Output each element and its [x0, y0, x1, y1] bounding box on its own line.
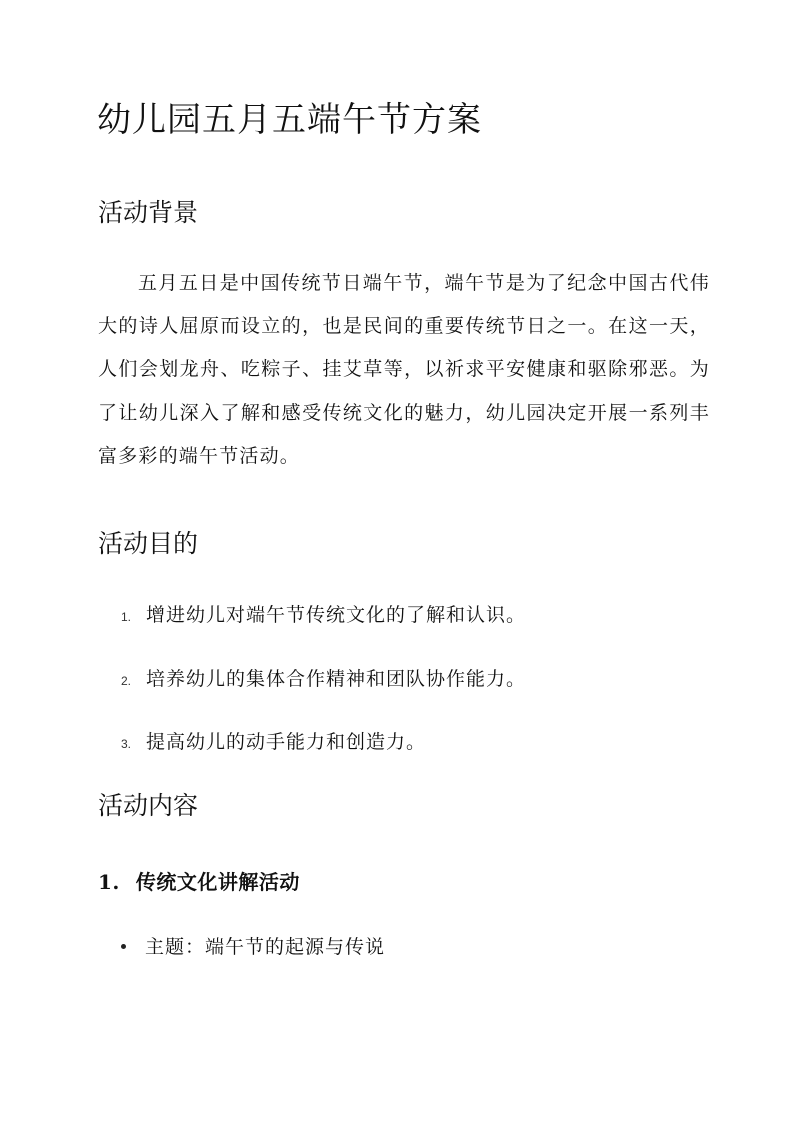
- goal-number: 3.: [121, 737, 132, 751]
- document-title: 幼儿园五月五端午节方案: [97, 100, 482, 140]
- goal-text: 培养幼儿的集体合作精神和团队协作能力。: [146, 668, 527, 690]
- goal-number: 2.: [121, 674, 132, 688]
- subsection-title: 传统文化讲解活动: [135, 870, 300, 894]
- background-paragraph: 五月五日是中国传统节日端午节，端午节是为了纪念中国古代伟大的诗人屈原而设立的，也是民间的重要传统节日之一。在这一天，人们会划龙舟、吃粽子、挂艾草等，以祈求平安健康和驱除邪恶。为了让幼儿深入了解和感受传统文化的魅力，幼儿园决定开展一系列丰富多彩的端午节活动。: [98, 272, 710, 467]
- bullet-text: 主题：端午节的起源与传说: [145, 936, 386, 958]
- subsection-number: 1.: [98, 870, 120, 894]
- section-heading-content: 活动内容: [98, 791, 199, 820]
- section-heading-goals: 活动目的: [98, 529, 199, 558]
- bullet-dot-icon: [121, 944, 126, 949]
- goal-text: 增进幼儿对端午节传统文化的了解和认识。: [146, 604, 527, 626]
- goal-text: 提高幼儿的动手能力和创造力。: [146, 731, 427, 753]
- goal-number: 1.: [121, 610, 132, 624]
- section-heading-background: 活动背景: [98, 198, 199, 227]
- subsection-heading-culture-talk: [98, 866, 300, 895]
